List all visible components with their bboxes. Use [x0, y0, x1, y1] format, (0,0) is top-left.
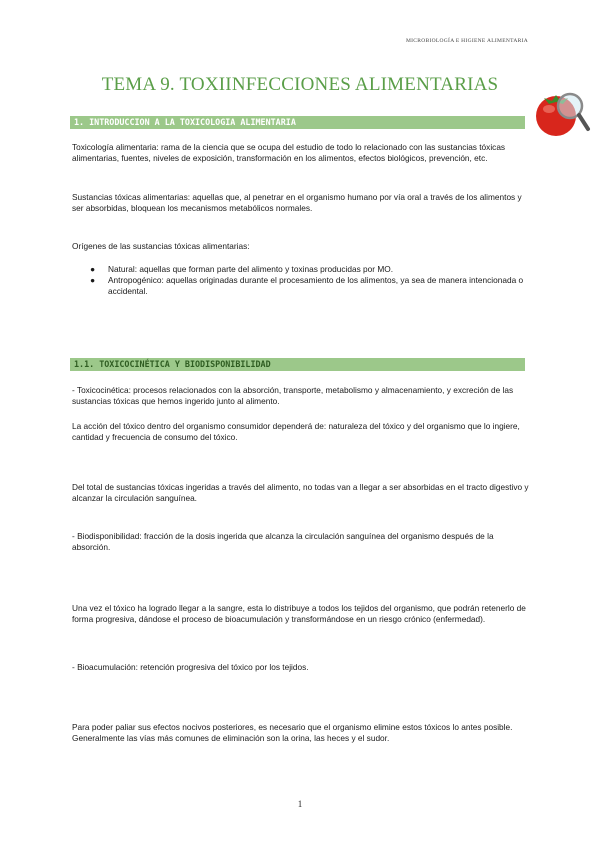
paragraph-biodisponibilidad: - Biodisponibilidad: fracción de la dosis ingerida que alcanza la circulación sanguínea del organismo después de la absorción. — [72, 531, 494, 553]
list-item-text: Antropogénico: aquellas originadas durante el procesamiento de los alimentos, ya sea de manera intencionada o accidental. — [108, 275, 524, 297]
paragraph-total-sustancias: Del total de sustancias tóxicas ingeridas a través del alimento, no todas van a llegar a ser absorbidas en el tracto digestivo y alcanzar la circulación sanguínea. — [72, 482, 529, 504]
list-item — [90, 264, 530, 275]
paragraph-toxicocinetica: - Toxicocinética: procesos relacionados con la absorción, transporte, metabolismo y almacenamiento, y excreción de las sustancias tóxicas que hemos ingerido junto al alimento. — [72, 385, 514, 407]
list-item-text: Natural: aquellas que forman parte del alimento y toxinas producidas por MO. — [108, 264, 394, 274]
page-number: 1 — [297, 799, 303, 809]
tomato-magnifier-illustration — [530, 82, 592, 140]
paragraph-bioacumulacion: - Bioacumulación: retención progresiva del tóxico por los tejidos. — [72, 662, 309, 672]
paragraph-sustancias-def: Sustancias tóxicas alimentarias: aquellas que, al penetrar en el organismo humano por vía oral a través de los alimentos y ser absorbidas, bloquean los mecanismos metabólicos normales. — [72, 192, 522, 214]
running-header: MICROBIOLOGÍA E HIGIENE ALIMENTARIA — [405, 38, 528, 44]
paragraph-eliminacion: Para poder paliar sus efectos nocivos posteriores, es necesario que el organismo elimine estos tóxicos lo antes posible. Generalmente las vías más comunes de eliminación son la orina, las heces y el sudor. — [72, 722, 513, 744]
paragraph-origenes-intro: Orígenes de las sustancias tóxicas alimentarias: — [72, 241, 250, 251]
paragraph-toxicologia-def: Toxicología alimentaria: rama de la ciencia que se ocupa del estudio de todo lo relacionado con las sustancias tóxicas alimentarias, fuentes, niveles de exposición, transformación en los alimentos, efectos biológicos, prevención, etc. — [72, 142, 506, 164]
bullet-icon: ● — [90, 264, 96, 274]
page-title: TEMA 9. TOXIINFECCIONES ALIMENTARIAS — [101, 74, 499, 95]
paragraph-accion-toxico: La acción del tóxico dentro del organismo consumidor dependerá de: naturaleza del tóxico y del organismo que lo ingiere, cantidad y frecuencia de consumo del tóxico. — [72, 421, 520, 443]
section-heading-introduccion: 1. INTRODUCCION A LA TOXICOLOGIA ALIMENTARIA — [70, 116, 525, 129]
section-heading-toxicocinetica: 1.1. TOXICOCINÉTICA Y BIODISPONIBILIDAD — [70, 358, 525, 371]
paragraph-distribucion: Una vez el tóxico ha logrado llegar a la sangre, esta lo distribuye a todos los tejidos del organismo, que podrán retenerlo de forma progresiva, dándose el proceso de bioacumulación y transformándose en un riesgo crónico (enfermedad). — [72, 603, 526, 625]
bullet-icon: ● — [90, 275, 96, 286]
origins-list — [90, 264, 530, 298]
list-item — [90, 275, 530, 297]
